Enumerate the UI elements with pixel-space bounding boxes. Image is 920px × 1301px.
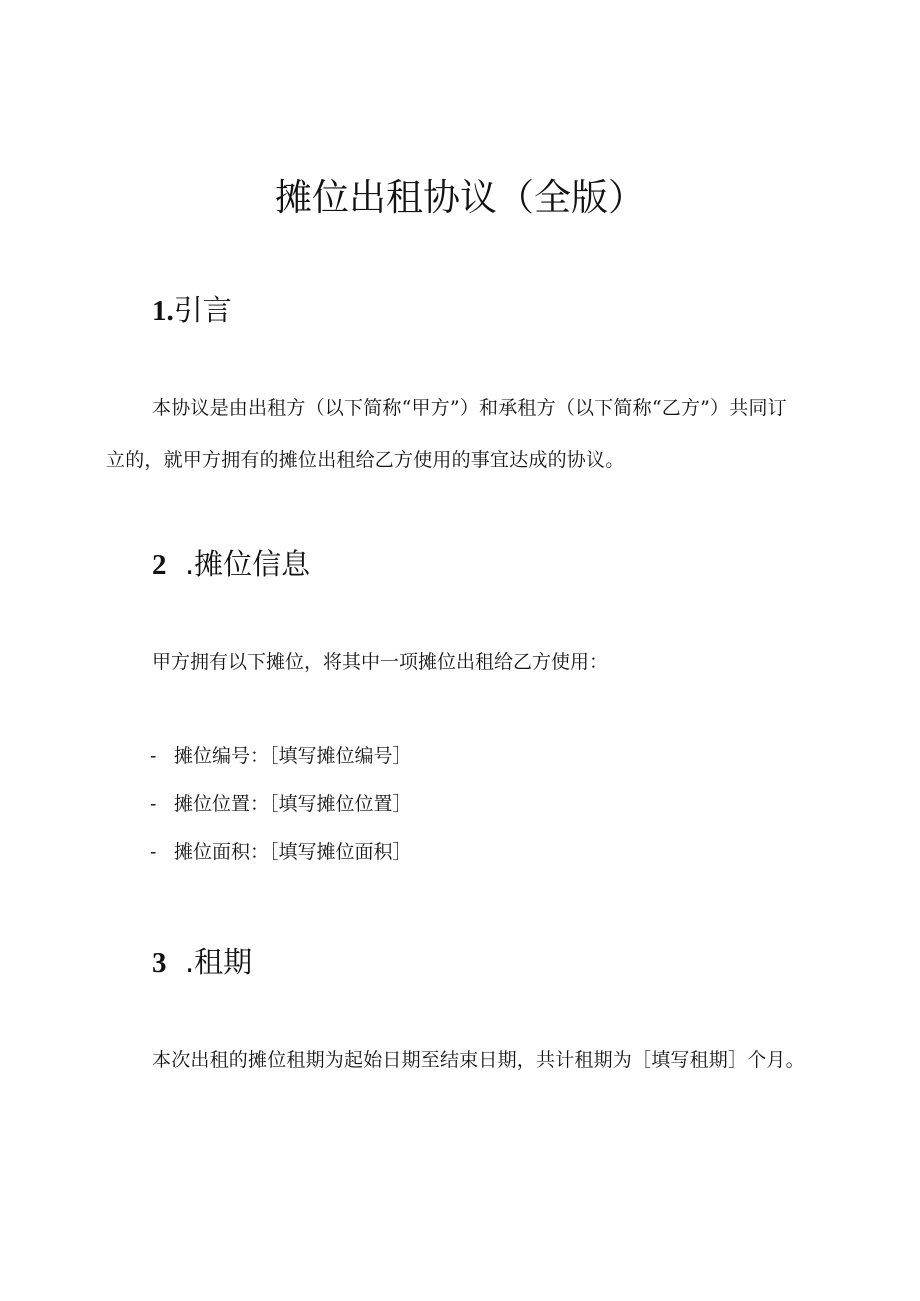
section-3-title: .租期 xyxy=(184,945,253,979)
list-item-booth-number xyxy=(150,732,412,780)
section-3-number: 3 xyxy=(152,947,167,979)
section-2-number: 2 xyxy=(152,549,167,581)
list-item-text: 摊位面积：［填写摊位面积］ xyxy=(174,841,412,863)
section-1-body: 本协议是由出租方（以下简称“甲方”）和承租方（以下简称“乙方”）共同订立的，就甲方拥有的摊位出租给乙方使用的事宜达成的协议。 xyxy=(106,397,787,471)
list-item-booth-area xyxy=(150,828,412,876)
section-1-heading xyxy=(152,290,232,331)
section-2-body: 甲方拥有以下摊位，将其中一项摊位出租给乙方使用： xyxy=(152,651,609,673)
list-dash: - xyxy=(150,841,157,863)
section-1-title: 引言 xyxy=(173,293,232,327)
list-item-text: 摊位位置：［填写摊位位置］ xyxy=(174,793,412,815)
document-title: 摊位出租协议（全版） xyxy=(275,176,645,219)
section-2-heading xyxy=(152,544,310,585)
section-1-number: 1. xyxy=(152,295,174,327)
list-item-text: 摊位编号：［填写摊位编号］ xyxy=(174,745,412,767)
list-dash: - xyxy=(150,745,157,767)
list-dash: - xyxy=(150,793,157,815)
section-3-body: 本次出租的摊位租期为起始日期至结束日期，共计租期为［填写租期］个月。 xyxy=(152,1049,805,1071)
list-item-booth-location xyxy=(150,780,412,828)
section-2-title: .摊位信息 xyxy=(184,547,311,581)
booth-info-list xyxy=(150,732,412,876)
section-3-heading xyxy=(152,942,252,983)
